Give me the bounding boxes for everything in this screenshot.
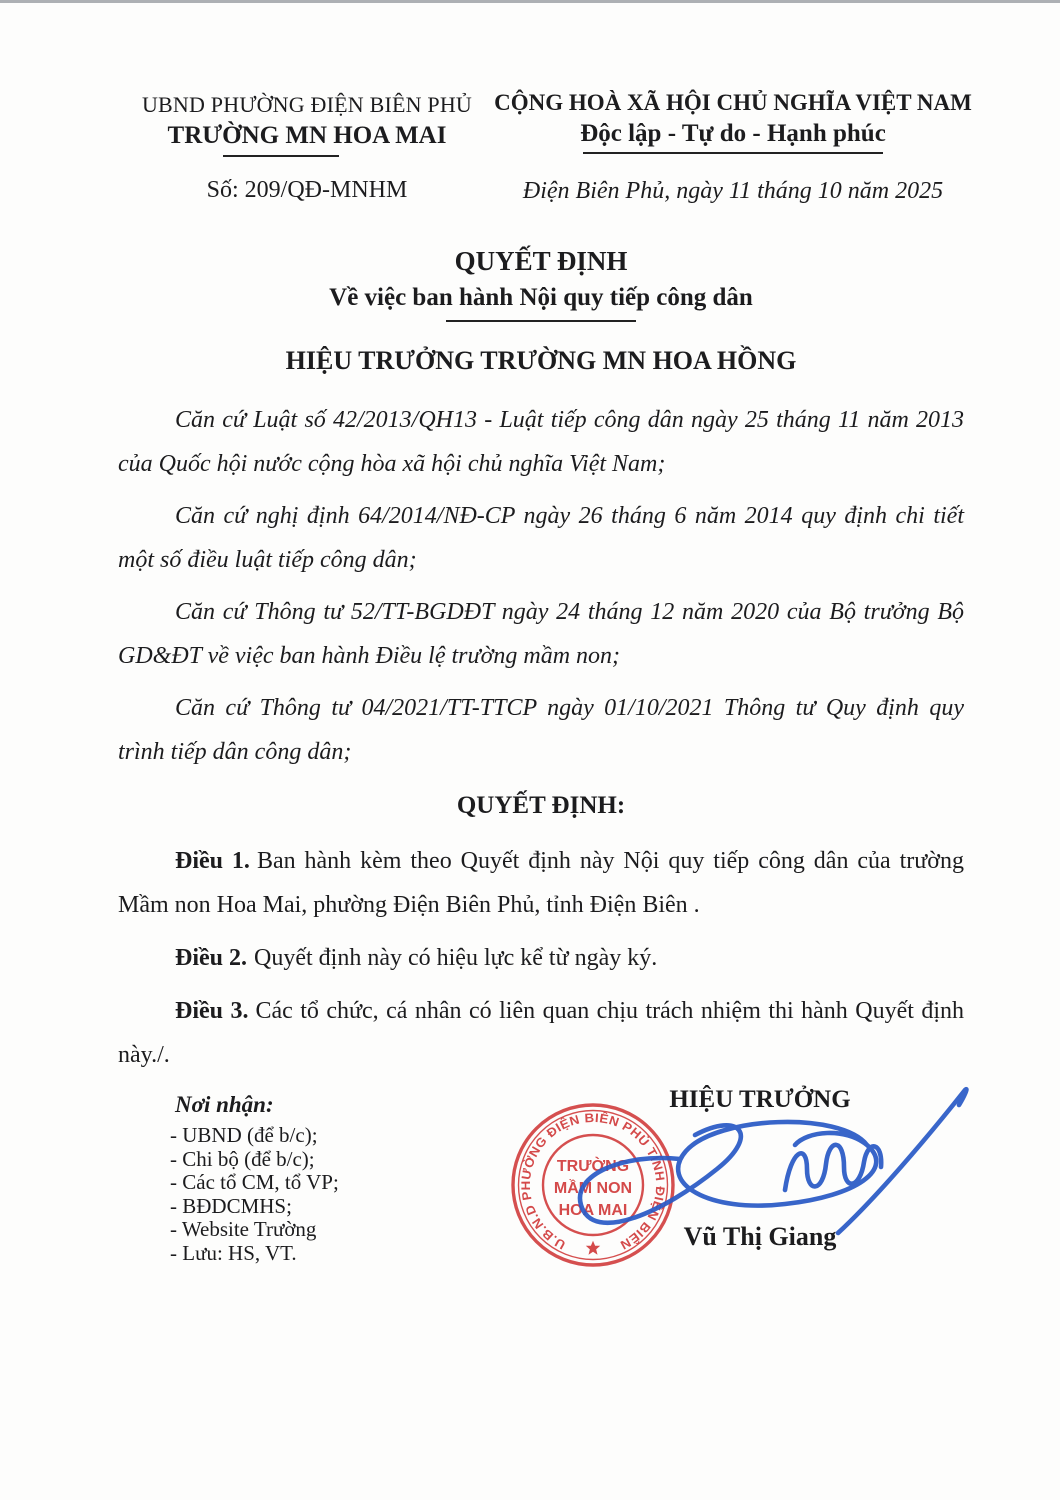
- stamp-line-1: TRƯỜNG: [556, 1158, 630, 1175]
- recipient-item: - Website Trường: [170, 1217, 317, 1241]
- decision-heading: QUYẾT ĐỊNH:: [456, 792, 626, 819]
- article-1-label: Điều 1.: [175, 848, 250, 874]
- national-motto-block: [490, 90, 976, 205]
- preamble-paragraph: Căn cứ nghị định 64/2014/NĐ-CP ngày 26 tháng 6 năm 2014 quy định chi tiết một số điều luật tiếp công dân;: [118, 503, 964, 573]
- recipient-item: - Chi bộ (để b/c);: [170, 1146, 315, 1171]
- stamp-line-3: HOA MAI: [558, 1202, 628, 1219]
- article-3-label: Điều 3.: [175, 998, 249, 1024]
- document-body: [118, 398, 964, 1077]
- org-underline-rule: [223, 155, 339, 157]
- article-2-text: Quyết định này có hiệu lực kể từ ngày ký.: [254, 945, 658, 971]
- motto-underline-rule: [583, 152, 883, 154]
- document-subject: Về việc ban hành Nội quy tiếp công dân: [329, 284, 753, 311]
- national-motto-line1: CỘNG HOÀ XÃ HỘI CHỦ NGHĨA VIỆT NAM: [494, 90, 972, 115]
- preamble-paragraph: Căn cứ Luật số 42/2013/QH13 - Luật tiếp công dân ngày 25 tháng 11 năm 2013 của Quốc hội nước cộng hòa xã hội chủ nghĩa Việt Nam;: [118, 407, 964, 477]
- document-number: Số: 209/QĐ-MNHM: [206, 177, 408, 203]
- title-block: [118, 246, 964, 376]
- signer-position-title: HIỆU TRƯỞNG: [669, 1086, 851, 1113]
- parent-org-name: UBND PHƯỜNG ĐIỆN BIÊN PHỦ: [141, 92, 473, 117]
- national-motto-line2: Độc lập - Tự do - Hạnh phúc: [580, 120, 886, 147]
- preamble-paragraph: Căn cứ Thông tư 04/2021/TT-TTCP ngày 01/10/2021 Thông tư Quy định quy trình tiếp dân công dân;: [118, 695, 964, 765]
- issuing-org-block: [118, 92, 496, 204]
- place-and-date: Điện Biên Phủ, ngày 11 tháng 10 năm 2025: [522, 178, 944, 204]
- signer-name: Vũ Thị Giang: [683, 1222, 837, 1251]
- subject-underline-rule: [446, 320, 636, 322]
- recipients-list: [170, 1124, 470, 1265]
- article-1-text: Ban hành kèm theo Quyết định này Nội quy tiếp công dân của trường Mầm non Hoa Mai, phường Điện Biên Phủ, tỉnh Điện Biên .: [118, 848, 964, 918]
- article-3-text: Các tổ chức, cá nhân có liên quan chịu trách nhiệm thi hành Quyết định này./.: [118, 998, 965, 1068]
- recipients-block: [170, 1092, 470, 1265]
- school-name: TRƯỜNG MN HOA MAI: [167, 122, 447, 149]
- stamp-line-2: MẦM NON: [553, 1180, 633, 1197]
- scan-edge-artifact: [0, 0, 1060, 3]
- stamp-ring-text: U.B.N.D PHƯỜNG ĐIỆN BIÊN PHỦ TỈNH ĐIỆN BIÊN: [518, 1110, 668, 1252]
- recipients-heading: Nơi nhận:: [175, 1092, 274, 1117]
- article-2-label: Điều 2.: [175, 945, 247, 971]
- preamble-paragraph: Căn cứ Thông tư 52/TT-BGDĐT ngày 24 tháng 12 năm 2020 của Bộ trưởng Bộ GD&ĐT về việc ban hành Điều lệ trường mầm non;: [118, 599, 964, 669]
- recipient-item: - UBND (để b/c);: [170, 1123, 318, 1147]
- recipient-item: - Các tổ CM, tổ VP;: [170, 1170, 339, 1194]
- recipient-item: - Lưu: HS, VT.: [170, 1240, 297, 1265]
- recipient-item: - BĐDCMHS;: [170, 1193, 292, 1218]
- article-3: [118, 989, 964, 1077]
- article-2: [118, 936, 964, 980]
- article-1: [118, 839, 964, 927]
- issuer-title: HIỆU TRƯỞNG TRƯỜNG MN HOA HỒNG: [285, 346, 797, 375]
- document-title: QUYẾT ĐỊNH: [454, 246, 628, 276]
